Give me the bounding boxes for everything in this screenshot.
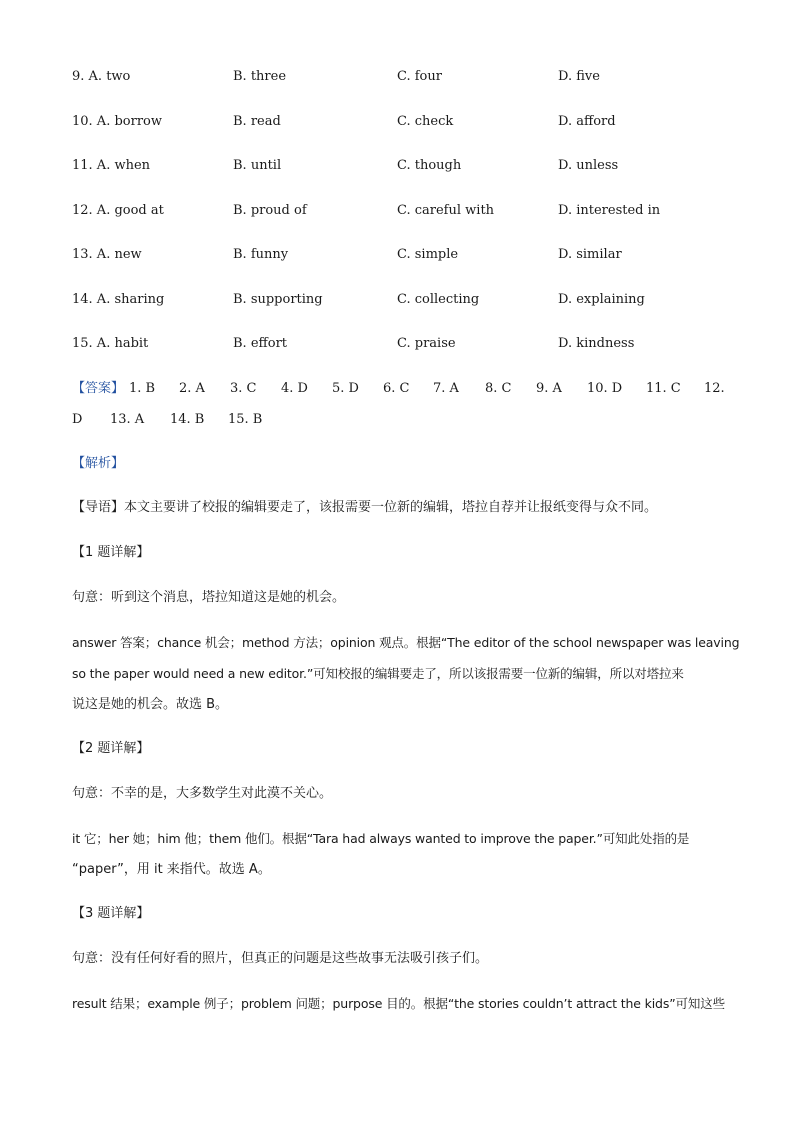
option-d: D. explaining <box>558 292 645 307</box>
option-b: B. until <box>233 158 282 173</box>
option-b: B. three <box>233 69 287 84</box>
option-a: 14. A. sharing <box>72 292 165 307</box>
detail-meaning: 句意：不幸的是，大多数学生对此漠不关心。 <box>72 786 333 801</box>
detail-line: answer 答案；chance 机会；method 方法；opinion 观点。根据“The editor of the school newspaper was leaving <box>72 635 740 650</box>
guide-label: 【导语】 <box>72 500 125 515</box>
question-row <box>0 291 794 309</box>
option-c: C. four <box>397 69 442 84</box>
question-row <box>0 335 794 353</box>
option-b: B. effort <box>233 336 288 351</box>
option-c: C. simple <box>397 247 459 262</box>
option-c: C. careful with <box>397 203 495 218</box>
question-row <box>0 68 794 86</box>
answer-item: 7. A <box>433 381 459 396</box>
option-b: B. proud of <box>233 203 307 218</box>
detail-line: so the paper would need a new editor.”可知校报的编辑要走了，所以该报需要一位新的编辑，所以对塔拉来 <box>72 666 684 681</box>
answer-item: 2. A <box>179 381 205 396</box>
option-a: 15. A. habit <box>72 336 149 351</box>
answer-item: 6. C <box>383 381 410 396</box>
detail-line: 说这是她的机会。故选 B。 <box>72 697 229 712</box>
option-b: B. read <box>233 114 281 129</box>
option-d: D. afford <box>558 114 616 129</box>
answer-item: 8. C <box>485 381 512 396</box>
detail-heading: 【1 题详解】 <box>72 545 150 560</box>
option-c: C. collecting <box>397 292 480 307</box>
guide-text: 本文主要讲了校报的编辑要走了，该报需要一位新的编辑，塔拉自荐并让报纸变得与众不同。 <box>124 500 658 515</box>
option-d: D. kindness <box>558 336 635 351</box>
answer-item: 1. B <box>129 381 156 396</box>
question-row <box>0 113 794 131</box>
answer-item: 14. B <box>170 412 205 427</box>
guide-paragraph <box>72 499 657 517</box>
option-a: 13. A. new <box>72 247 142 262</box>
detail-line: result 结果；example 例子；problem 问题；purpose 目的。根据“the stories couldn’t attract the kids”可知这些 <box>72 996 725 1011</box>
option-c: C. praise <box>397 336 456 351</box>
answer-item: 13. A <box>110 412 145 427</box>
answer-item: 12. <box>704 381 725 396</box>
detail-line: it 它；her 她；him 他；them 他们。根据“Tara had always wanted to improve the paper.”可知此处指的是 <box>72 831 690 846</box>
option-c: C. check <box>397 114 454 129</box>
question-row <box>0 157 794 175</box>
question-row <box>0 202 794 220</box>
detail-heading: 【3 题详解】 <box>72 906 150 921</box>
detail-heading: 【2 题详解】 <box>72 741 150 756</box>
option-d: D. five <box>558 69 600 84</box>
option-d: D. interested in <box>558 203 661 218</box>
option-a: 12. A. good at <box>72 203 164 218</box>
answer-item: 10. D <box>587 381 623 396</box>
answer-label: 【答案】 <box>72 381 125 396</box>
answer-item: D <box>72 412 83 427</box>
answer-item: 11. C <box>646 381 681 396</box>
analysis-label: 【解析】 <box>72 456 125 471</box>
option-a: 11. A. when <box>72 158 151 173</box>
answer-item: 4. D <box>281 381 308 396</box>
option-b: B. funny <box>233 247 289 262</box>
detail-meaning: 句意：听到这个消息，塔拉知道这是她的机会。 <box>72 590 346 605</box>
option-b: B. supporting <box>233 292 323 307</box>
question-row <box>0 246 794 264</box>
option-c: C. though <box>397 158 462 173</box>
detail-meaning: 句意：没有任何好看的照片，但真正的问题是这些故事无法吸引孩子们。 <box>72 951 489 966</box>
answer-item: 15. B <box>228 412 263 427</box>
option-a: 9. A. two <box>72 69 131 84</box>
option-d: D. unless <box>558 158 619 173</box>
answer-item: 5. D <box>332 381 359 396</box>
detail-line: “paper”，用 it 来指代。故选 A。 <box>72 862 271 877</box>
option-a: 10. A. borrow <box>72 114 162 129</box>
answer-item: 9. A <box>536 381 562 396</box>
answer-item: 3. C <box>230 381 257 396</box>
option-d: D. similar <box>558 247 622 262</box>
